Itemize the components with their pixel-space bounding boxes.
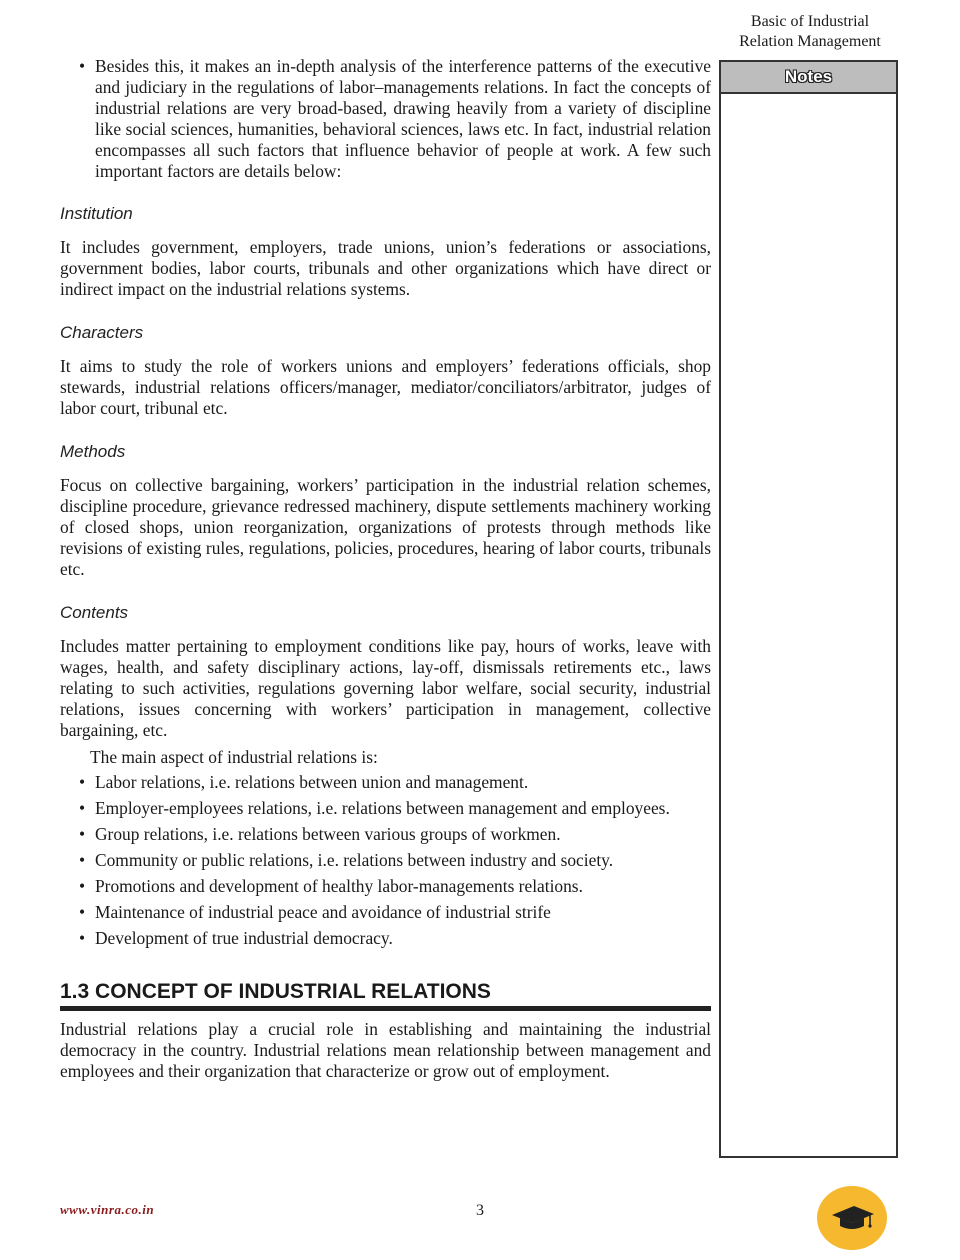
running-title-line2: Relation Management bbox=[739, 33, 881, 50]
opening-bullet-list bbox=[60, 56, 711, 182]
contents-heading: Contents bbox=[60, 603, 129, 622]
graduation-cap-icon bbox=[816, 1185, 888, 1251]
institution-heading: Institution bbox=[60, 204, 133, 223]
aspects-intro: The main aspect of industrial relations is: bbox=[90, 747, 378, 767]
list-item: • Maintenance of industrial peace and avoidance of industrial strife bbox=[79, 902, 551, 922]
page-number: 3 bbox=[476, 1202, 484, 1219]
methods-text: Focus on collective bargaining, workers’ participation in the industrial relation schemes, discipline procedure, grievance redressed machinery, dispute settlements machinery working of closed shops, union reorganization, organizations of protests through methods like revisions of existing rules, regulations, policies, procedures, hearing of labor courts, tribunals etc. bbox=[60, 475, 711, 579]
section-title: 1.3 CONCEPT OF INDUSTRIAL RELATIONS bbox=[60, 979, 711, 1011]
list-item: • Group relations, i.e. relations between various groups of workmen. bbox=[79, 824, 561, 844]
running-header bbox=[718, 12, 902, 52]
institution-text: It includes government, employers, trade unions, union’s federations or associations, government bodies, labor courts, tribunals and other organizations which have direct or indirect impact on the industrial relations systems. bbox=[60, 237, 711, 299]
list-item: • Labor relations, i.e. relations between union and management. bbox=[79, 772, 529, 792]
publisher-logo bbox=[816, 1185, 888, 1251]
list-item: • Promotions and development of healthy labor-managements relations. bbox=[79, 876, 583, 896]
notes-sidebar bbox=[719, 60, 898, 1158]
list-item: • Besides this, it makes an in-depth analysis of the interference patterns of the executive and judiciary in the regulations of labor–managements relations. In fact the concepts of industrial relations are very broad-based, drawing heavily from a variety of discipline like social sciences, humanities, behavioral sciences, laws etc. In fact, industrial relation encompasses all such factors that influence behavior of people at work. A few such important factors are details below: bbox=[79, 56, 711, 181]
characters-heading: Characters bbox=[60, 323, 144, 342]
notes-label: Notes bbox=[721, 62, 896, 94]
main-content bbox=[60, 56, 711, 1082]
footer-url: www.vinra.co.in bbox=[60, 1202, 155, 1217]
list-item: • Employer-employees relations, i.e. relations between management and employees. bbox=[79, 798, 670, 818]
section-text: Industrial relations play a crucial role in establishing and maintaining the industrial democracy in the country. Industrial relations mean relationship between management and employees and their organization that characterize or grow out of employment. bbox=[60, 1019, 711, 1081]
list-item: • Development of true industrial democracy. bbox=[79, 928, 393, 948]
opening-bullet-text: Besides this, it makes an in-depth analysis of the interference patterns of the executive and judiciary in the regulations of labor–managements relations. In fact the concepts of industrial relations are very broad-based, drawing heavily from a variety of discipline like social sciences, humanities, behavioral sciences, laws etc. In fact, industrial relation encompasses all such factors that influence behavior of people at work. A few such important factors are details below: bbox=[95, 56, 711, 181]
contents-text: Includes matter pertaining to employment conditions like pay, hours of works, leave with wages, health, and safety disciplinary actions, lay-off, dismissals retirements etc., laws relating to such activities, regulations governing labor welfare, social security, industrial relations, issues concerning with workers’ participation in management, collective bargaining, etc. bbox=[60, 636, 711, 740]
methods-heading: Methods bbox=[60, 442, 126, 461]
characters-text: It aims to study the role of workers unions and employers’ federations officials, shop stewards, industrial relations officers/manager, mediator/conciliators/arbitrator, judges of labor court, tribunal etc. bbox=[60, 356, 711, 418]
aspects-list bbox=[60, 772, 711, 949]
list-item: • Community or public relations, i.e. relations between industry and society. bbox=[79, 850, 614, 870]
running-title-line1: Basic of Industrial bbox=[750, 13, 870, 30]
